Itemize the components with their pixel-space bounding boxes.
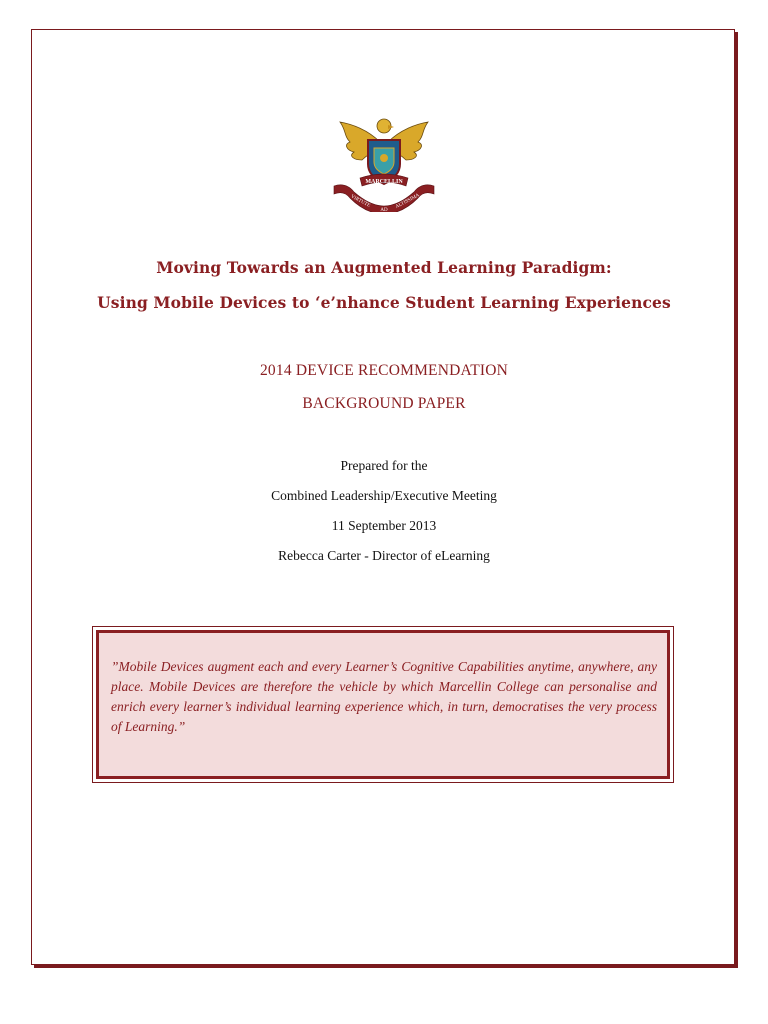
document-date: 11 September 2013 xyxy=(331,518,437,533)
document-subtitle-line-1: 2014 DEVICE RECOMMENDATION xyxy=(259,362,509,379)
document-author: Rebecca Carter - Director of eLearning xyxy=(278,548,490,563)
document-subtitle-line-2: BACKGROUND PAPER xyxy=(302,395,466,412)
quote-box-inner xyxy=(96,630,670,779)
crest-motto-3: ALTISSIMA xyxy=(395,193,421,210)
quote-box xyxy=(92,626,674,783)
document-title-line-2: Using Mobile Devices to ‘e’nhance Student Learning Experiences xyxy=(97,293,671,312)
crest-motto-2: AD xyxy=(380,208,388,212)
meeting-name: Combined Leadership/Executive Meeting xyxy=(271,488,497,503)
prepared-for-text: Prepared for the xyxy=(340,458,428,473)
crest-motto-1: VIRTUTE xyxy=(349,194,371,209)
college-crest-logo xyxy=(330,112,438,212)
quote-text: ”Mobile Devices augment each and every Learner’s Cognitive Capabilities anytime, anywhere, any place. Mobile Devices are therefore the vehicle by which Marcellin College can personalise and enrich every learner’s individual learning experience which, in turn, democratises the very process of Learning.” xyxy=(111,659,657,734)
crest-banner-text: MARCELLIN xyxy=(365,179,403,185)
document-title-line-1: Moving Towards an Augmented Learning Paradigm: xyxy=(156,258,612,277)
